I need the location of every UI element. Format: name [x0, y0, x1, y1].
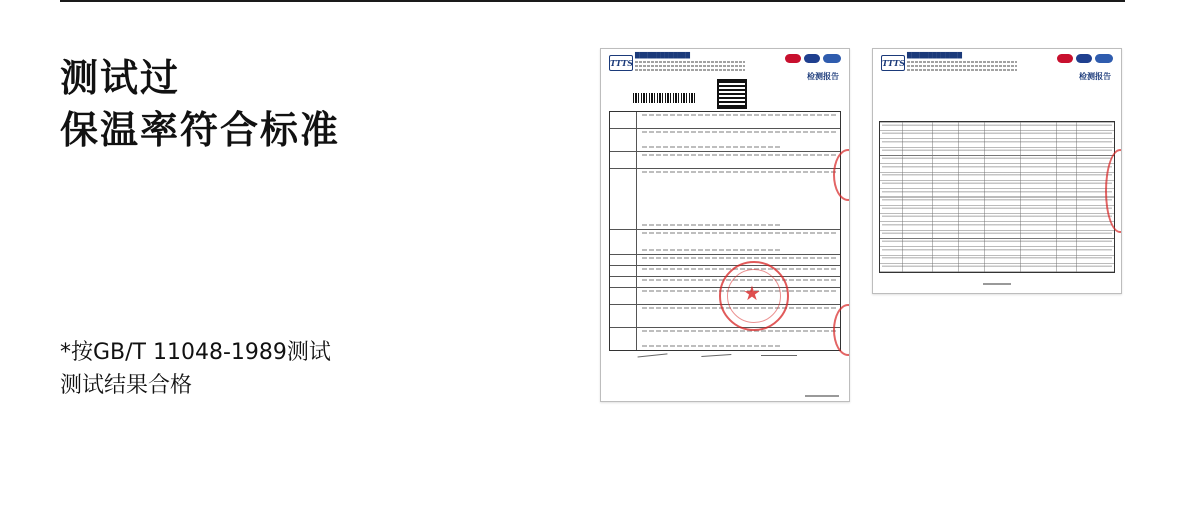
headline-line-1: 测试过 — [60, 56, 181, 100]
form-row — [610, 129, 840, 152]
lab-address-line — [907, 61, 1017, 63]
lab-address-line — [635, 69, 745, 71]
barcode-icon — [633, 93, 695, 103]
top-divider-line — [60, 0, 1125, 2]
official-seal-stamp — [719, 261, 789, 331]
test-report-page-2 — [872, 48, 1122, 294]
lab-name-block — [635, 53, 745, 71]
form-row — [610, 112, 840, 129]
lab-address-line — [907, 65, 1017, 67]
lab-address-line — [635, 65, 745, 67]
test-standard-note — [60, 336, 331, 402]
signature — [761, 345, 797, 356]
note-line-2: 测试结果合格 — [60, 373, 193, 398]
report-logo: TTTS — [881, 55, 905, 71]
test-results-table — [879, 121, 1115, 273]
test-report-page-1 — [600, 48, 850, 402]
report-logo: TTTS — [609, 55, 633, 71]
accreditation-marks — [785, 54, 841, 63]
ilac-mark-icon — [1076, 54, 1092, 63]
headline — [60, 52, 340, 156]
lab-name-scribble: █████████████ — [907, 53, 962, 59]
form-row — [610, 169, 840, 230]
cma-mark-icon — [1057, 54, 1073, 63]
note-line-1: *按GB/T 11048-1989测试 — [60, 340, 331, 365]
ilac-mark-icon — [804, 54, 820, 63]
report-footer-number — [805, 395, 839, 397]
lab-address-line — [907, 69, 1017, 71]
report-title: 检测报告 — [1079, 72, 1111, 81]
qr-code-icon — [717, 79, 747, 109]
report-title: 检测报告 — [807, 72, 839, 81]
signature — [701, 344, 732, 357]
table-end-note — [983, 283, 1011, 285]
form-row — [610, 255, 840, 266]
lab-name-scribble: █████████████ — [635, 53, 690, 59]
accreditation-marks — [1057, 54, 1113, 63]
cnas-mark-icon — [1095, 54, 1113, 63]
lab-name-block — [907, 53, 1017, 71]
form-row — [610, 230, 840, 255]
cma-mark-icon — [785, 54, 801, 63]
form-row — [610, 152, 840, 169]
lab-address-line — [635, 61, 745, 63]
signature — [637, 343, 668, 357]
headline-line-2: 保温率符合标准 — [60, 108, 341, 152]
cnas-mark-icon — [823, 54, 841, 63]
